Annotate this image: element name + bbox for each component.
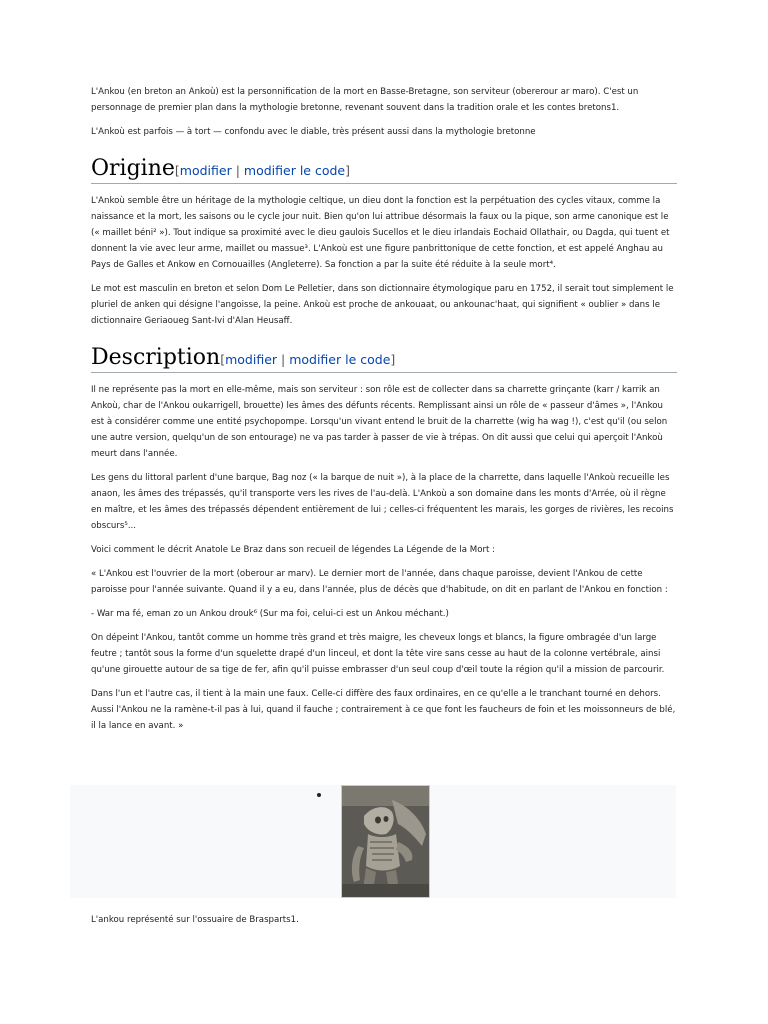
edit-section-links: [modifier | modifier le code] — [220, 352, 396, 367]
origine-paragraph-2: Le mot est masculin en breton et selon Dom Le Pelletier, dans son dictionnaire étymologique paru en 1752, il serait tout simplement le pluriel de anken qui désigne l'angoisse, la peine. Ankoù est proche de ankouaat, ou ankounac'haat, qui signifient « oublier » dans le dictionnaire Geriaoueg Sant-Ivi d'Alan Heusaff. — [91, 284, 674, 326]
description-quote-1: « L'Ankou est l'ouvrier de la mort (oberour ar marv). Le dernier mort de l'année, dans chaque paroisse, devient l'Ankou de cette paroisse pour l'année suivante. Quand il y a eu, dans l'année, plus de décès que d'habitude, on dit en parlant de l'Ankou en fonction : — [91, 569, 668, 595]
edit-section-links: [modifier | modifier le code] — [174, 163, 350, 178]
description-quote-4: Dans l'un et l'autre cas, il tient à la main une faux. Celle-ci diffère des faux ordinaires, en ce qu'elle a le tranchant tourné en dehors. Aussi l'Ankou ne la ramène-t-il pas à lui, quand il fauche ; contrairement à ce que font les faucheurs de foin et les moissonneurs de blé, il la lance en avant. » — [91, 689, 676, 731]
description-paragraph-2: Les gens du littoral parlent d'une barque, Bag noz (« la barque de nuit »), à la place de la charrette, dans laquelle l'Ankoù recueille les anaon, les âmes des trépassés, qu'il transporte vers les rives de l'au-delà. L'Ankoù a son domaine dans les monts d'Arrée, où il règne en maître, et les âmes des trépassés dépendent entièrement de lui ; celles-ci fréquentent les marais, les gorges de rivières, les recoins obscurs⁵... — [91, 473, 674, 531]
intro-paragraph-1: L'Ankou (en breton an Ankoù) est la personnification de la mort en Basse-Bretagne, son serviteur (obererour ar maro). C'est un personnage de premier plan dans la mythologie bretonne, revenant souvent dans la tradition orale et les contes bretons1. — [91, 87, 639, 113]
edit-section-link[interactable]: modifier — [225, 352, 278, 367]
section-heading-origine — [91, 156, 677, 184]
description-quote-3: On dépeint l'Ankou, tantôt comme un homme très grand et très maigre, les cheveux longs et blancs, la figure ombragée d'un large feutre ; tantôt sous la forme d'un squelette drapé d'un linceul, et dont la tête vire sans cesse au haut de la colonne vertébrale, ainsi qu'une girouette autour de sa tige de fer, afin qu'il puisse embrasser d'un seul coup d'œil toute la région qu'il a mission de parcourir. — [91, 633, 665, 675]
edit-code-link[interactable]: modifier le code — [289, 352, 391, 367]
section-title-origine: Origine — [91, 156, 175, 181]
ankou-sculpture-image[interactable] — [341, 785, 430, 898]
section-heading-description — [91, 345, 677, 373]
description-paragraph-1: Il ne représente pas la mort en elle-même, mais son serviteur : son rôle est de collecter dans sa charrette grinçante (karr / karrik an Ankoù, char de l'Ankou oukarrigell, brouette) les âmes des défunts récents. Remplissant ainsi un rôle de « passeur d'âmes », l'Ankou est à considérer comme une entité psychopompe. Lorsqu'un vivant entend le bruit de la charrette (wig ha wag !), c'est qu'il (ou selon une autre version, quelqu'un de son entourage) ne va pas tarder à passer de vie à trépas. On dit aussi que celui qui aperçoit l'Ankoù meurt dans l'année. — [91, 385, 668, 459]
origine-paragraph-1: L'Ankoù semble être un héritage de la mythologie celtique, un dieu dont la fonction est la perpétuation des cycles vitaux, comme la naissance et la mort, les saisons ou le cycle jour nuit. Bien qu'on lui attribue désormais la faux ou la pique, son arme canonique est le (« maillet béni² »). Tout indique sa proximité avec le dieu gaulois Sucellos et le dieu irlandais Eochaid Ollathair, ou Dagda, qui tuent et donnent la vie avec leur arme, maillet ou massue³. L'Ankoù est une figure panbrittonique de cette fonction, et est appelé Anghau au Pays de Galles et Ankow en Cornouailles (Angleterre). Sa fonction a par la suite été réduite à la seule mort⁴. — [91, 196, 670, 270]
description-quote-2: - War ma fé, eman zo un Ankou drouk⁶ (Sur ma foi, celui-ci est un Ankou méchant.) — [91, 609, 449, 619]
edit-section-link[interactable]: modifier — [179, 163, 232, 178]
intro-paragraph-2: L'Ankoù est parfois — à tort — confondu avec le diable, très présent aussi dans la mythologie bretonne — [91, 127, 536, 137]
gallery-bullet — [317, 793, 321, 797]
image-gallery — [70, 785, 676, 898]
article-body — [91, 84, 677, 742]
section-title-description: Description — [91, 345, 221, 370]
description-paragraph-3: Voici comment le décrit Anatole Le Braz dans son recueil de légendes La Légende de la Mort : — [91, 545, 495, 555]
edit-code-link[interactable]: modifier le code — [243, 163, 346, 178]
ankou-sculpture-icon — [342, 786, 429, 897]
image-caption: L'ankou représenté sur l'ossuaire de Brasparts1. — [91, 915, 299, 925]
